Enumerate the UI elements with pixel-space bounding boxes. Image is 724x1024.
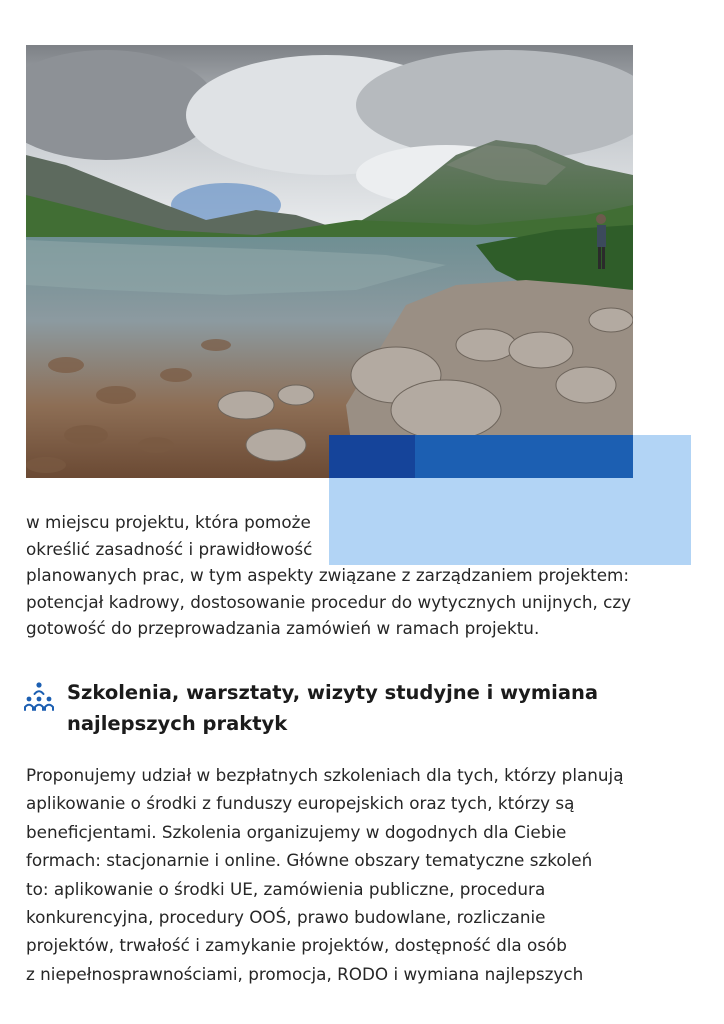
intro-line: planowanych prac, w tym aspekty związane z zarządzaniem projektem:: [26, 565, 630, 585]
body-line: konkurencyjna, procedury OOŚ, prawo budowlane, rozliczanie: [26, 907, 546, 928]
intro-line: potencjał kadrowy, dostosowanie procedur do wytycznych unijnych, czy: [26, 591, 632, 612]
body-line: z niepełnosprawnościami, promocja, RODO i wymiana najlepszych: [26, 963, 584, 984]
body-line: beneficjentami. Szkolenia organizujemy w dogodnych dla Ciebie: [26, 821, 567, 842]
intro-line: gotowość do przeprowadzania zamówień w ramach projektu.: [26, 618, 540, 638]
body-line: projektów, trwałość i zamykanie projektów, dostępność dla osób: [26, 935, 567, 956]
intro-paragraph: [26, 509, 676, 642]
section-title-line: Szkolenia, warsztaty, wizyty studyjne i wymiana: [67, 681, 599, 704]
body-line: aplikowanie o środki z funduszy europejskich oraz tych, którzy są: [26, 793, 575, 814]
body-line: formach: stacjonarnie i online. Główne obszary tematyczne szkoleń: [26, 850, 593, 871]
mountain-lake-icon: [26, 45, 633, 478]
section-title-line: najlepszych praktyk: [67, 712, 288, 735]
intro-line: w miejscu projektu, która pomoże: [26, 512, 311, 532]
section-heading: [24, 677, 684, 739]
body-line: to: aplikowanie o środki UE, zamówienia publiczne, procedura: [26, 878, 546, 899]
mountain-lake-photo: [26, 45, 633, 478]
body-line: Proponujemy udział w bezpłatnych szkoleniach dla tych, którzy planują: [26, 765, 624, 785]
intro-line: określić zasadność i prawidłowość: [26, 538, 313, 559]
decorative-bar-dark: [329, 435, 415, 478]
people-group-icon: [24, 680, 54, 712]
section-title: [67, 677, 598, 739]
section-body: [26, 761, 696, 988]
